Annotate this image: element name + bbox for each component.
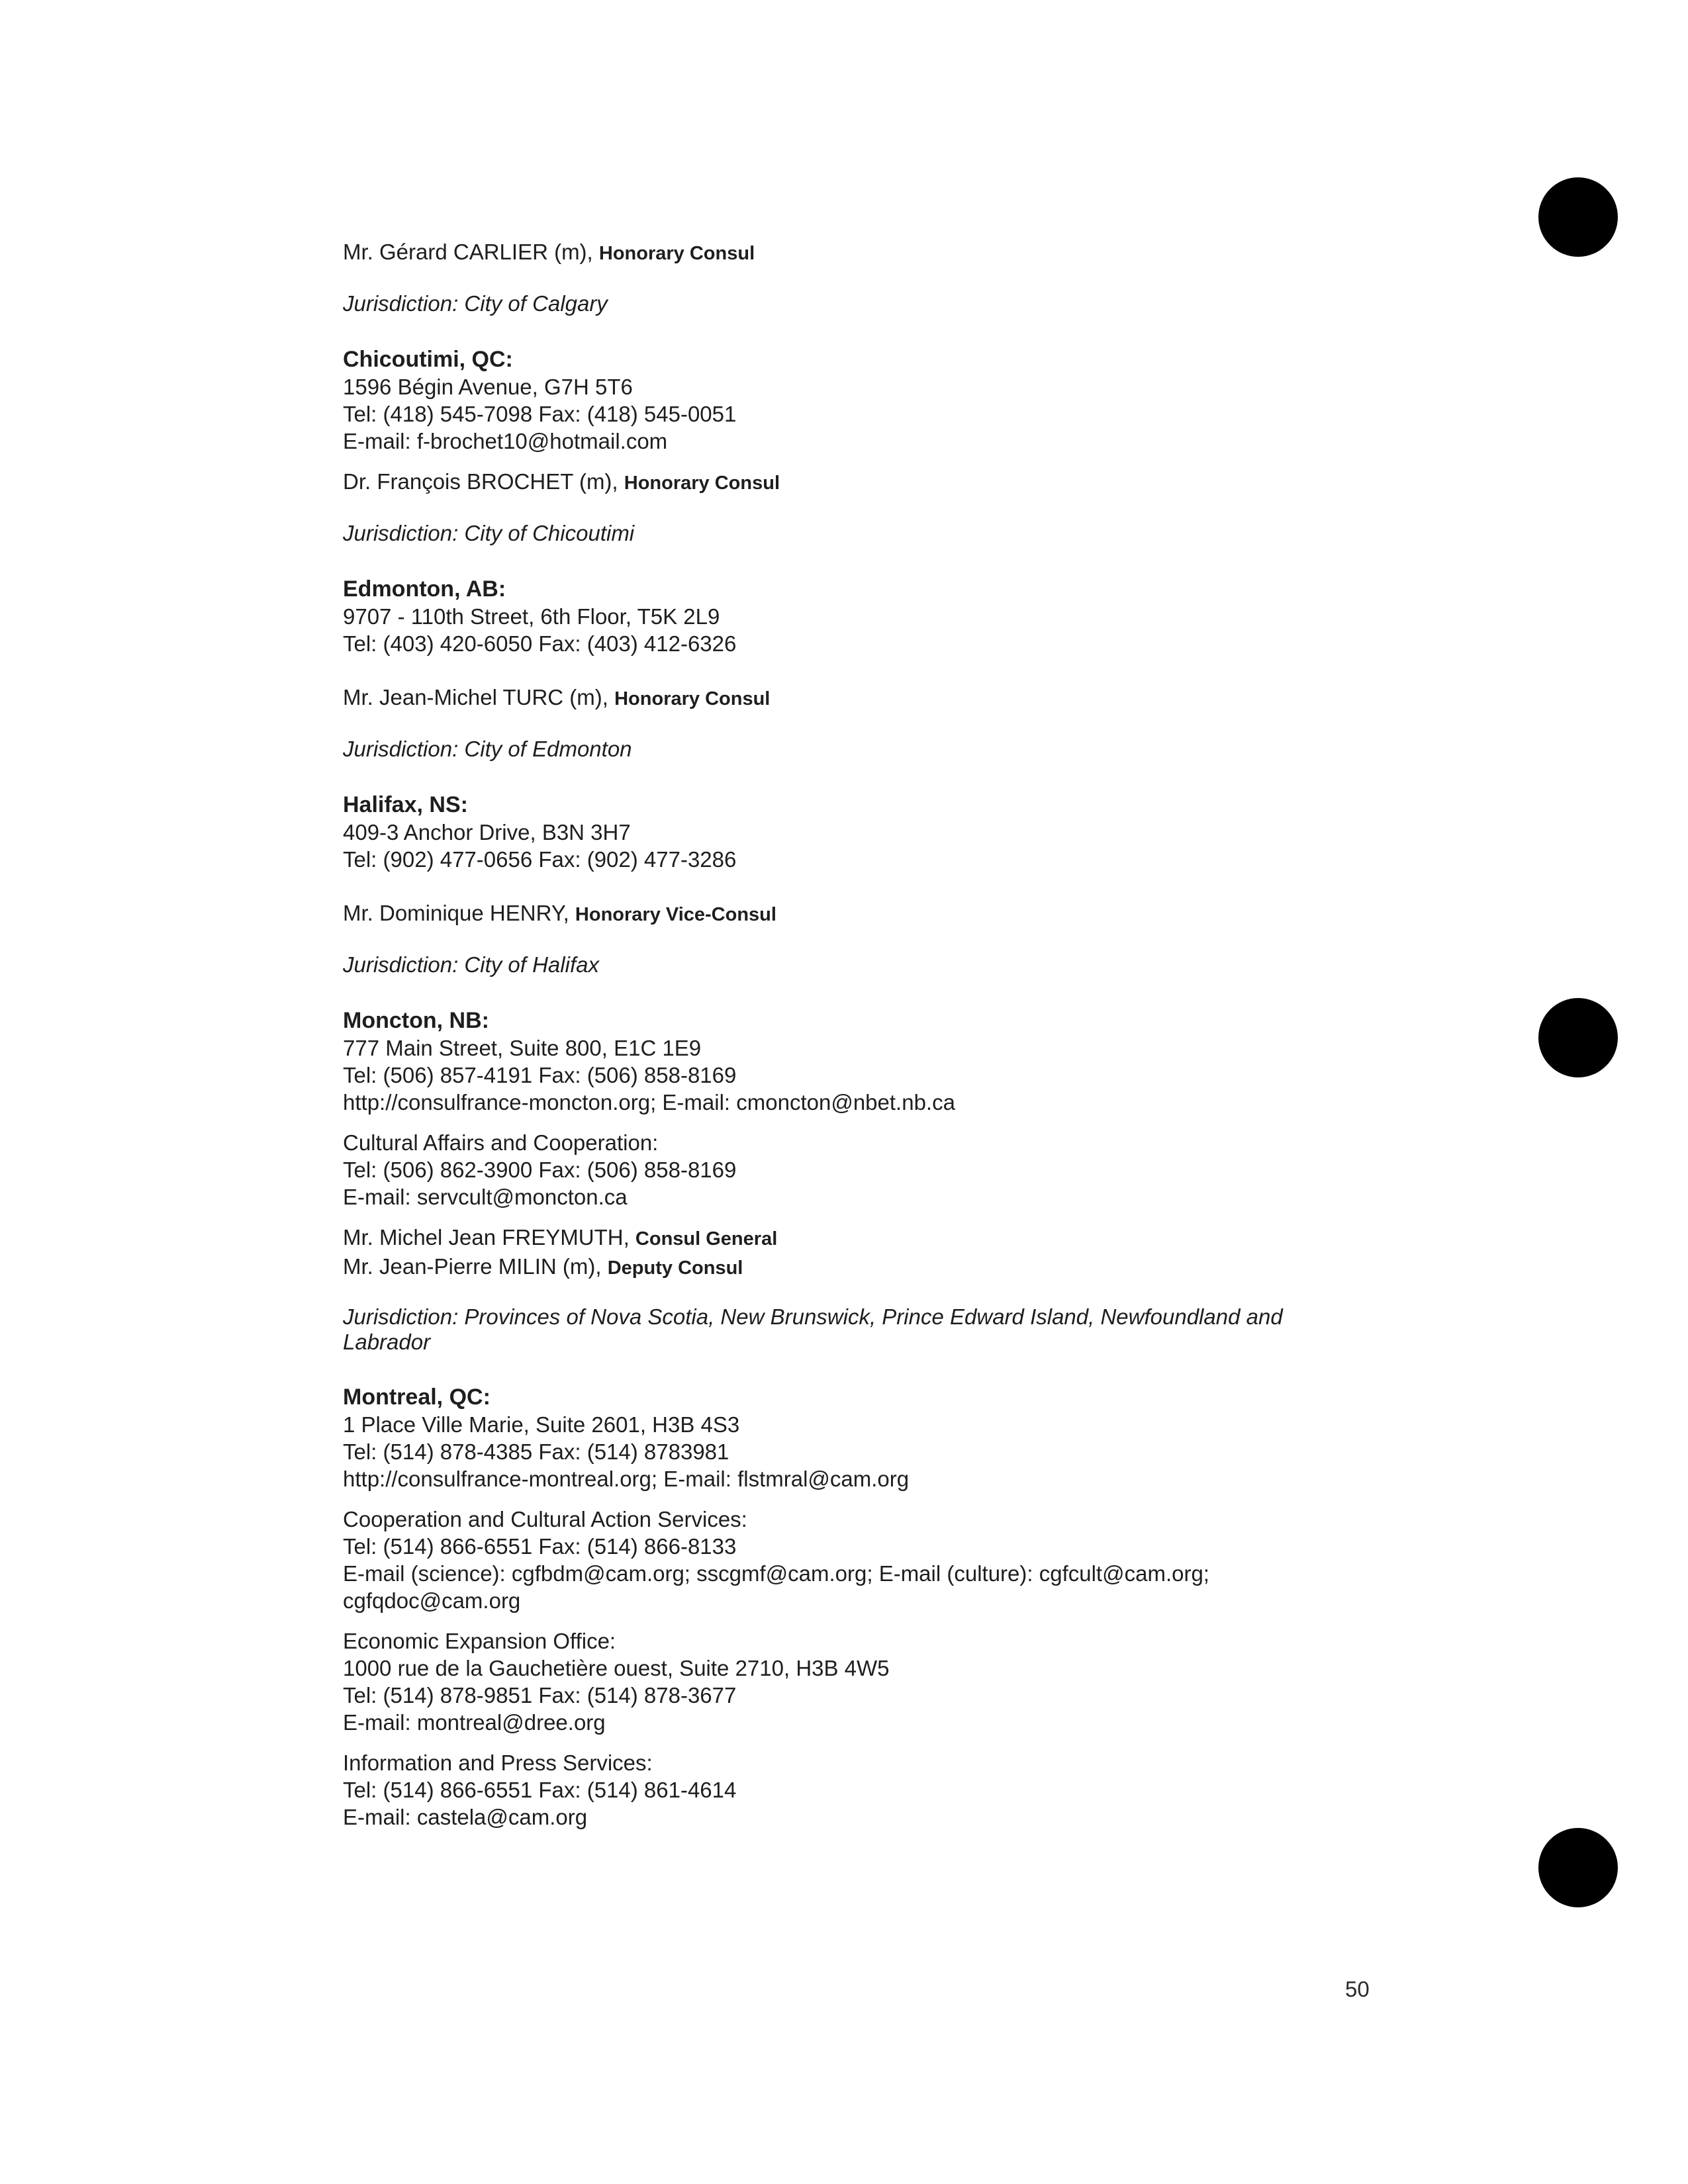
phone-fax: Tel: (418) 545-7098 Fax: (418) 545-0051 bbox=[343, 402, 737, 426]
phone-fax: Tel: (506) 862-3900 Fax: (506) 858-8169 bbox=[343, 1158, 737, 1182]
email: E-mail: servcult@moncton.ca bbox=[343, 1185, 628, 1209]
service-title: Cultural Affairs and Cooperation: bbox=[343, 1130, 659, 1155]
city-heading: Halifax, NS: bbox=[343, 792, 468, 817]
phone-fax: Tel: (514) 866-6551 Fax: (514) 861-4614 bbox=[343, 1778, 737, 1802]
email: E-mail: montreal@dree.org bbox=[343, 1710, 606, 1735]
person-role: Consul General bbox=[635, 1228, 778, 1250]
person-name: Mr. Michel Jean FREYMUTH, bbox=[343, 1225, 635, 1250]
jurisdiction: Jurisdiction: City of Calgary bbox=[343, 291, 608, 316]
email: E-mail: f-brochet10@hotmail.com bbox=[343, 429, 668, 453]
punch-hole-top bbox=[1538, 177, 1618, 257]
person-role: Honorary Consul bbox=[598, 243, 755, 264]
jurisdiction: Jurisdiction: Provinces of Nova Scotia, New Brunswick, Prince Edward Island, Newfoundland and Labrador bbox=[343, 1304, 1283, 1354]
consul-name bbox=[343, 1253, 1376, 1282]
punch-hole-bottom bbox=[1538, 1828, 1618, 1907]
service-title: Economic Expansion Office: bbox=[343, 1629, 616, 1653]
service-title: Information and Press Services: bbox=[343, 1751, 653, 1775]
person-role: Deputy Consul bbox=[607, 1257, 743, 1279]
jurisdiction: Jurisdiction: City of Halifax bbox=[343, 952, 599, 977]
phone-fax: Tel: (403) 420-6050 Fax: (403) 412-6326 bbox=[343, 631, 737, 656]
person-role: Honorary Consul bbox=[614, 688, 771, 709]
consul-name bbox=[343, 468, 1376, 497]
page-number: 50 bbox=[1345, 1977, 1370, 2001]
website-email: http://consulfrance-montreal.org; E-mail: flstmral@cam.org bbox=[343, 1467, 910, 1491]
person-name: Mr. Dominique HENRY, bbox=[343, 901, 575, 925]
city-heading: Moncton, NB: bbox=[343, 1008, 489, 1033]
address: 1596 Bégin Avenue, G7H 5T6 bbox=[343, 375, 633, 399]
phone-fax: Tel: (506) 857-4191 Fax: (506) 858-8169 bbox=[343, 1063, 737, 1087]
consul-name bbox=[343, 238, 1376, 267]
person-name: Mr. Jean-Pierre MILIN (m), bbox=[343, 1254, 608, 1279]
jurisdiction: Jurisdiction: City of Chicoutimi bbox=[343, 521, 635, 545]
phone-fax: Tel: (514) 878-9851 Fax: (514) 878-3677 bbox=[343, 1683, 737, 1707]
consul-name bbox=[343, 899, 1376, 929]
person-role: Honorary Consul bbox=[624, 473, 780, 494]
phone-fax: Tel: (514) 866-6551 Fax: (514) 866-8133 bbox=[343, 1534, 737, 1559]
person-name: Mr. Gérard CARLIER (m), bbox=[343, 240, 599, 264]
person-role: Honorary Vice-Consul bbox=[575, 904, 776, 925]
entry-halifax bbox=[343, 792, 1376, 978]
city-heading: Montreal, QC: bbox=[343, 1385, 491, 1410]
phone-fax: Tel: (514) 878-4385 Fax: (514) 8783981 bbox=[343, 1439, 729, 1464]
consulate-listing bbox=[343, 238, 1376, 1860]
email: E-mail: castela@cam.org bbox=[343, 1805, 588, 1829]
email: E-mail (science): cgfbdm@cam.org; sscgmf@cam.org; E-mail (culture): cgfcult@cam.org; bbox=[343, 1561, 1209, 1586]
punch-hole-middle bbox=[1538, 998, 1618, 1077]
jurisdiction: Jurisdiction: City of Edmonton bbox=[343, 737, 632, 761]
entry-edmonton bbox=[343, 576, 1376, 762]
entry-calgary bbox=[343, 238, 1376, 317]
person-name: Dr. François BROCHET (m), bbox=[343, 469, 624, 494]
address: 777 Main Street, Suite 800, E1C 1E9 bbox=[343, 1036, 702, 1060]
address: 1 Place Ville Marie, Suite 2601, H3B 4S3 bbox=[343, 1412, 740, 1437]
address: 409-3 Anchor Drive, B3N 3H7 bbox=[343, 820, 631, 844]
service-title: Cooperation and Cultural Action Services: bbox=[343, 1507, 747, 1531]
consul-name bbox=[343, 684, 1376, 713]
city-heading: Edmonton, AB: bbox=[343, 576, 506, 602]
entry-montreal bbox=[343, 1384, 1376, 1831]
person-name: Mr. Jean-Michel TURC (m), bbox=[343, 685, 615, 709]
email: cgfqdoc@cam.org bbox=[343, 1588, 521, 1613]
address: 1000 rue de la Gauchetière ouest, Suite 2710, H3B 4W5 bbox=[343, 1656, 890, 1680]
website-email: http://consulfrance-moncton.org; E-mail: cmoncton@nbet.nb.ca bbox=[343, 1090, 955, 1115]
phone-fax: Tel: (902) 477-0656 Fax: (902) 477-3286 bbox=[343, 847, 737, 872]
address: 9707 - 110th Street, 6th Floor, T5K 2L9 bbox=[343, 604, 720, 629]
consul-name bbox=[343, 1224, 1376, 1253]
city-heading: Chicoutimi, QC: bbox=[343, 347, 513, 372]
entry-moncton bbox=[343, 1007, 1376, 1355]
entry-chicoutimi bbox=[343, 346, 1376, 547]
